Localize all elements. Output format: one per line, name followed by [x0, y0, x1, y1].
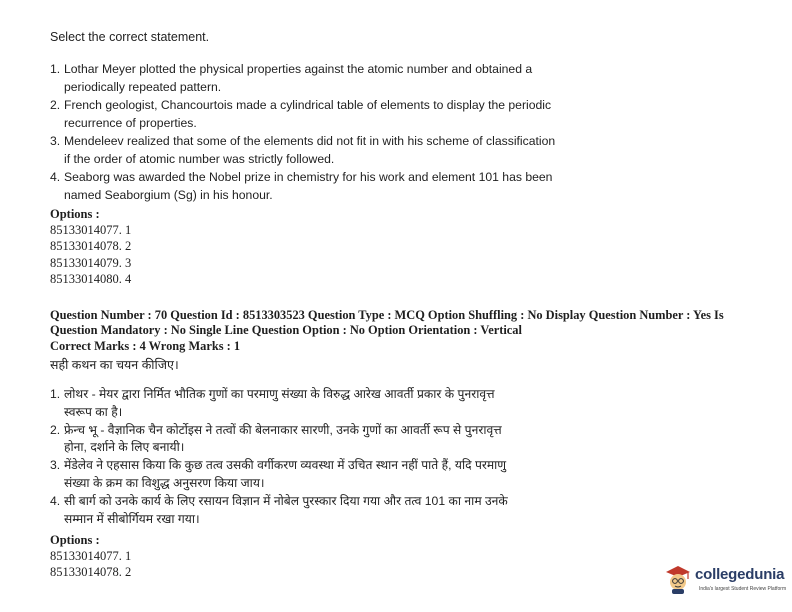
statement-line: Mendeleev realized that some of the elements did not fit in with his scheme of classification — [64, 134, 556, 148]
statement-item — [50, 60, 750, 96]
option-item: 85133014080. 4 — [50, 271, 132, 286]
statement-item — [50, 493, 750, 529]
statement-item — [50, 386, 750, 422]
statement-item — [50, 457, 750, 493]
statement-line: periodically repeated pattern. — [64, 80, 222, 94]
brand-name: collegedunia — [695, 566, 785, 583]
options-label: Options : — [50, 207, 100, 221]
statement-item — [50, 168, 750, 204]
statement-number: 1. — [50, 387, 61, 401]
statement-number: 2. — [50, 98, 61, 112]
statement-item — [50, 96, 750, 132]
statement-line: संख्या के क्रम का विशुद्ध अनुसरण किया जाय। — [64, 475, 265, 490]
question-prompt: Select the correct statement. — [50, 30, 210, 44]
statement-number: 4. — [50, 493, 61, 508]
statement-number: 2. — [50, 422, 61, 437]
statement-line: Lothar Meyer plotted the physical properties against the atomic number and obtained a — [64, 62, 533, 76]
mascot-icon — [664, 564, 692, 594]
statement-number: 4. — [50, 170, 61, 184]
option-item: 85133014077. 1 — [50, 223, 132, 238]
statement-line: सी बार्ग को उनके कार्य के लिए रसायन विज्ञान में नोबेल पुरस्कार दिया गया और तत्व 101 का नाम उनके — [64, 493, 508, 508]
statement-line: French geologist, Chancourtois made a cylindrical table of elements to display the periodic — [64, 98, 552, 112]
statement-line: named Seaborgium (Sg) in his honour. — [64, 188, 273, 202]
meta-line: Question Mandatory : No Single Line Question Option : No Option Orientation : Vertical — [50, 323, 522, 338]
meta-line: Question Number : 70 Question Id : 8513303523 Question Type : MCQ Option Shuffling : No Display Question Number : Yes Is — [50, 308, 724, 322]
statement-line: होना, दर्शाने के लिए बनायी। — [64, 440, 185, 455]
options-label: Options : — [50, 533, 100, 547]
statement-line: मेंडेलेव ने एहसास किया कि कुछ तत्व उसकी वर्गीकरण व्यवस्था में उचित स्थान नहीं पाते हैं, यदि परमाणु — [64, 458, 507, 473]
statement-number: 3. — [50, 458, 61, 473]
statement-line: लोथर - मेयर द्वारा निर्मित भौतिक गुणों का परमाणु संख्या के विरुद्ध आरेख आवर्ती प्रकार के पुनरावृत्त — [64, 387, 495, 401]
statement-line: Seaborg was awarded the Nobel prize in chemistry for his work and element 101 has been — [64, 170, 553, 184]
statement-item — [50, 132, 750, 168]
hindi-statement-list — [50, 386, 750, 528]
options-block — [50, 206, 750, 287]
statement-line: स्वरूप का है। — [64, 404, 123, 419]
option-item: 85133014079. 3 — [50, 255, 132, 270]
statement-line: if the order of atomic number was strictly followed. — [64, 152, 335, 166]
statement-list — [50, 60, 750, 204]
collegedunia-logo — [664, 560, 787, 600]
statement-line: recurrence of properties. — [64, 116, 197, 130]
option-item: 85133014078. 2 — [50, 565, 132, 580]
hindi-question-prompt: सही कथन का चयन कीजिए। — [50, 358, 179, 372]
statement-line: फ्रेन्च भू - वैज्ञानिक चैन कोर्टोइस ने तत्वों की बेलनाकार सारणी, उनके गुणों का आवर्ती रूप से पुनरावृत्त — [64, 422, 502, 437]
brand-tagline: India's largest Student Review Platform — [699, 586, 787, 592]
meta-line: Correct Marks : 4 Wrong Marks : 1 — [50, 338, 241, 353]
statement-item — [50, 422, 750, 458]
statement-line: सम्मान में सीबोर्गियम रखा गया। — [64, 511, 200, 526]
statement-number: 3. — [50, 134, 61, 148]
statement-number: 1. — [50, 62, 61, 76]
option-item: 85133014078. 2 — [50, 239, 132, 254]
option-item: 85133014077. 1 — [50, 549, 132, 564]
hindi-options-block — [50, 532, 750, 581]
question-meta — [50, 308, 750, 354]
